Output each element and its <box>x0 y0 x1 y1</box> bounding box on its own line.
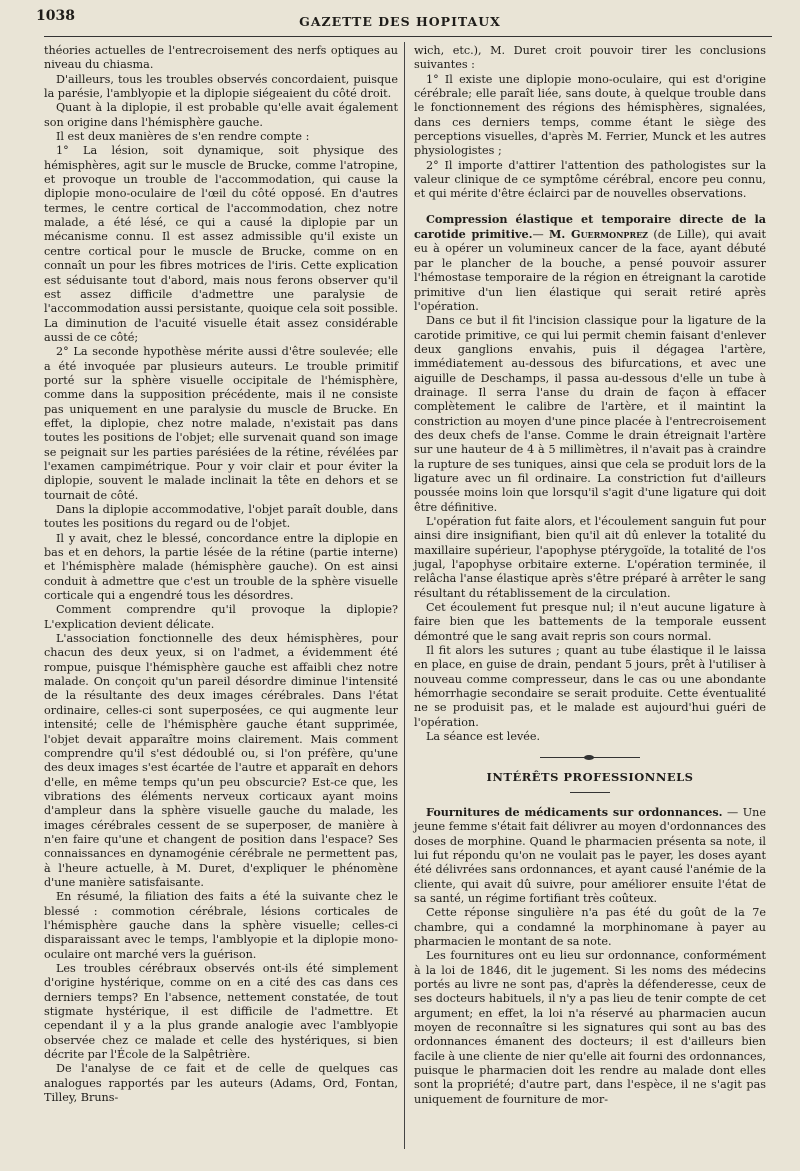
article-lead-text: (de Lille), qui avait eu à opérer un volumineux cancer de la face, ayant débuté par le plancher de la bouche, a pensé pouvoir assurer l'hémostase temporaire de la région en étreignant la carotide primitive d'un lien élastique qui serait retiré après l'opération. <box>414 228 767 313</box>
right-column <box>414 44 766 1107</box>
paragraph: Il y avait, chez le blessé, concordance entre la diplopie en bas et en dehors, la partie lésée de la rétine (partie interne) et l'hémisphère malade (hémisphère gauche). On est ainsi conduit à admettre que c'est un trouble de la sphère visuelle corticale qui a engendré tous les désordres. <box>44 531 398 603</box>
paragraph: Dans ce but il fit l'incision classique pour la ligature de la carotide primitive, ce qui lui permit chemin faisant d'enlever deux ganglions envahis, puis il dégagea l'artère, immédiatement au-dessous des bifurcations, et avec une aiguille de Deschamps, il passa au-dessous d'elle un tube à drainage. Il serra l'anse du drain de façon à effacer complètement le calibre de l'artère, et il maintint la constriction au moyen d'une pince placée à l'entrecroisement des deux chefs de l'anse. Comme le drain étreignait l'artère sur une hauteur de 4 à 5 millimètres, il n'avait pas à craindre la rupture de ses tuniques, ainsi que cela se produit lors de la ligature avec un fil ordinaire. La constriction fut d'ailleurs poussée moins loin que lorsqu'il s'agit d'une ligature qui doit être définitive. <box>414 314 766 514</box>
article-title: Compression élastique et temporaire directe de la carotide primitive. <box>414 211 766 242</box>
article-compression <box>414 212 766 314</box>
seance-closing: La séance est levée. <box>426 730 541 744</box>
paragraph: Les fournitures ont eu lieu sur ordonnance, conformément à la loi de 1846, dit le jugement. Si les noms des médecins portés au livre ne sont pas, d'après la défenderesse, ceux de ses docteurs habituels, il n'y a pas lieu de tenir compte de cet argument; en effet, la loi n'a réservé au pharmacien aucun moyen de reconnaître si les signatures qui sont au bas des ordonnances émanent des docteurs; il est d'ailleurs bien facile à une cliente de nier qu'elle ait fourni des ordonnances, puisque le pharmacien doit les rendre au malade dont elles sont la propriété; d'autre part, dans l'espèce, il ne s'agit pas uniquement de fourniture de mor- <box>414 949 766 1106</box>
paragraph: Dans la diplopie accommodative, l'objet paraît double, dans toutes les positions du regard ou de l'objet. <box>44 503 398 531</box>
column-divider <box>404 42 405 1149</box>
separator-ornament <box>584 755 594 760</box>
running-head: GAZETTE DES HOPITAUX <box>299 14 501 29</box>
author-name: M. Guermonprez <box>549 227 649 242</box>
paragraph: Les troubles cérébraux observés ont-ils été simplement d'origine hystérique, comme on en a cité des cas dans ces derniers temps? En l'absence, nettement constatée, de tout stigmate hystérique, il est difficile de l'admettre. Et cependant il y a la plus grande analogie avec l'amblyopie observée chez ce malade et celle des hystériques, si bien décrite par l'École de la Salpêtrière. <box>44 962 398 1062</box>
paragraph: Cet écoulement fut presque nul; il n'eut aucune ligature à faire bien que les battements de la temporale eussent démontré que le sang avait repris son cours normal. <box>414 601 766 643</box>
paragraph: 1° Il existe une diplopie mono-oculaire, qui est d'origine cérébrale; elle paraît liée, sans doute, à quelque trouble dans le fonctionnement des régions des hémisphères, signalées, dans ces derniers temps, comme étant le siège des perceptions visuelles, d'après M. Ferrier, Munck et les autres physiologistes ; <box>414 72 766 158</box>
article-fournitures <box>414 805 766 906</box>
paragraph: D'ailleurs, tous les troubles observés concordaient, puisque la parésie, l'amblyopie et la diplopie siégeaient du côté droit. <box>44 72 398 101</box>
paragraph: théories actuelles de l'entrecroisement des nerfs optiques au niveau du chiasma. <box>44 44 398 72</box>
paragraph: Il est deux manières de s'en rendre compte : <box>56 130 310 144</box>
title-dash: — <box>532 228 550 242</box>
page-number: 1038 <box>36 8 75 24</box>
paragraph: L'association fonctionnelle des deux hémisphères, pour chacun des deux yeux, si on l'admet, a évidemment été rompue, puisque l'hémisphère gauche est affaibli chez notre malade. On conçoit qu'un pareil désordre diminue l'intensité de la résultante des deux images cérébrales. Dans l'état ordinaire, celles-ci sont superposées, ce qui augmente leur intensité; celle de l'hémisphère gauche étant supprimée, l'objet devait apparaître moins clairement. Mais comment comprendre qu'il s'est dédoublé ou, si l'on préfère, qu'une des deux images s'est écartée de l'autre et apparaît en dehors d'elle, en même temps qu'un peu obscurcie? Est-ce que, les vibrations des éléments nerveux corticaux ayant moins d'ampleur dans la sphère visuelle gauche du malade, les images cérébrales cessent de se superposer, de manière à n'en faire qu'une et changent de position dans l'espace? Ses connaissances en dynamogénie cérébrale ne permettent pas, à l'heure actuelle, à M. Duret, d'expliquer le phénomène d'une manière satisfaisante. <box>44 632 398 889</box>
paragraph: Comment comprendre qu'il provoque la diplopie? L'explication devient délicate. <box>44 603 398 631</box>
paragraph: Il fit alors les sutures ; quant au tube élastique il le laissa en place, en guise de drain, pendant 5 jours, prêt à l'utiliser à nouveau comme compresseur, dans le cas ou une abondante hémorrhagie secondaire se serait produite. Cette éventualité ne se produisit pas, et le malade est aujourd'hui guéri de l'opération. <box>414 644 766 729</box>
article-lead-text: — Une jeune femme s'était fait délivrer au moyen d'ordonnances des doses de morphine. Quand le pharmacien présenta sa note, il lui fut répondu qu'on ne voulait pas le payer, les doses ayant été délivrées sans ordonnances, et ayant causé l'anémie de la cliente, qui avait dû suivre, pour améliorer ensuite l'état de sa santé, un régime fortifiant très coûteux. <box>414 805 766 905</box>
article-title: Fournitures de médicaments sur ordonnances. <box>426 804 723 819</box>
paragraph: De l'analyse de ce fait et de celle de quelques cas analogues rapportés par les auteurs (Adams, Ord, Fontan, Tilley, Bruns- <box>44 1062 398 1105</box>
paragraph: 2° Il importe d'attirer l'attention des pathologistes sur la valeur clinique de ce symptôme cérébral, encore peu connu, et qui mérite d'être éclairci par de nouvelles observations. <box>414 158 766 201</box>
paragraph: L'opération fut faite alors, et l'écoulement sanguin fut pour ainsi dire insignifiant, bien qu'il ait dû enlever la totalité du maxillaire supérieur, l'apophyse ptérygoïde, la totalité de l'os jugal, l'apophyse orbitaire externe. L'opération terminée, il relâcha l'anse élastique après s'être préparé à arrêter le sang résultant du rétablissement de la circulation. <box>414 515 766 600</box>
paragraph: En résumé, la filiation des faits a été la suivante chez le blessé : commotion cérébrale, lésions corticales de l'hémisphère gauche dans la sphère visuelle; celles-ci disparaissant avec le temps, l'amblyopie et la diplopie mono-oculaire ont marché vers la guérison. <box>44 890 398 961</box>
paragraph: 1° La lésion, soit dynamique, soit physique des hémisphères, agit sur le muscle de Brucke, comme l'atropine, et provoque un trouble de l'accommodation, qui cause la diplopie mono-oculaire de l'œil du côté opposé. En d'autres termes, le centre cortical de l'accommodation, chez notre malade, a été lésé, ce qui a causé la diplopie par un mécanisme connu. Il est assez admissible qu'il existe un centre cortical pour le muscle de Brucke, comme on en connaît un pour les fibres motrices de l'iris. Cette explication est séduisante tout d'abord, mais nous ferons observer qu'il est assez difficile d'admettre une paralysie de l'accommodation aussi persistante, quoique cela soit possible. La diminution de l'acuité visuelle était assez considérable aussi de ce côté; <box>44 144 398 344</box>
section-title: INTÉRÊTS PROFESSIONNELS <box>486 769 694 784</box>
paragraph: wich, etc.), M. Duret croit pouvoir tirer les conclusions suivantes : <box>414 44 766 72</box>
paragraph: 2° La seconde hypothèse mérite aussi d'être soulevée; elle a été invoquée par plusieurs auteurs. Le trouble primitif porté sur la sphère visuelle occipitale de l'hémisphère, comme dans la supposition précédente, mais il ne consiste pas uniquement en une paralysie du muscle de Brucke. En effet, la diplopie, chez notre malade, n'existait pas dans toutes les positions de l'objet; elle survenait quand son image se peignait sur les parties parésiées de la rétine, révélées par l'examen campimétrique. Pour y voir clair et pour éviter la diplopie, souvent le malade inclinait la tête en dehors et se tournait de côté. <box>44 345 398 502</box>
left-column <box>44 44 398 1105</box>
page-header <box>0 0 800 40</box>
section-title-rule <box>570 792 610 793</box>
header-rule <box>44 36 772 37</box>
paragraph: Quant à la diplopie, il est probable qu'elle avait également son origine dans l'hémisphère gauche. <box>44 101 398 129</box>
section-separator <box>540 757 640 758</box>
paragraph: Cette réponse singulière n'a pas été du goût de la 7e chambre, qui a condamné la morphinomane à payer au pharmacien le montant de sa note. <box>414 906 766 948</box>
